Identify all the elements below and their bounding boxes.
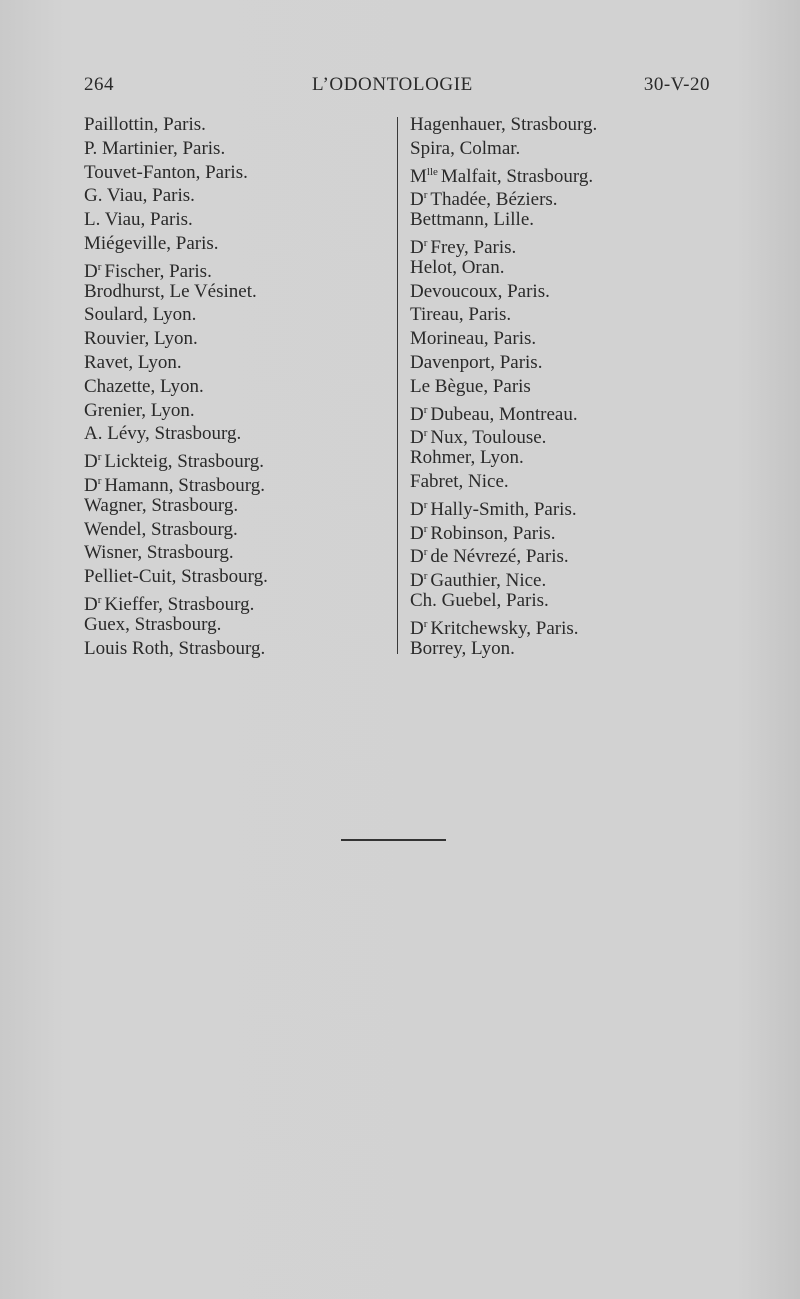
- title-superscript: r: [97, 593, 102, 606]
- list-item: [84, 637, 268, 661]
- member-name: Touvet-Fanton, Paris.: [84, 161, 248, 183]
- list-item: [84, 399, 268, 423]
- member-name: Bettmann, Lille.: [410, 209, 535, 231]
- title-prefix: D: [410, 522, 424, 544]
- title-superscript: r: [423, 427, 428, 440]
- list-item: [84, 494, 268, 518]
- title-superscript: r: [423, 403, 428, 416]
- member-name: Kieffer, Strasbourg.: [104, 593, 255, 615]
- member-name: A. Lévy, Strasbourg.: [84, 423, 242, 445]
- list-item: [410, 256, 597, 280]
- title-superscript: r: [423, 236, 428, 249]
- title-prefix: D: [410, 617, 424, 639]
- member-name: Spira, Colmar.: [410, 137, 521, 159]
- member-name: Soulard, Lyon.: [84, 304, 197, 326]
- list-item: [410, 399, 597, 423]
- list-item: [84, 470, 268, 494]
- member-name: P. Martinier, Paris.: [84, 137, 226, 159]
- list-item: [410, 137, 597, 161]
- list-item: [84, 327, 268, 351]
- title-prefix: D: [84, 260, 98, 282]
- list-item: [84, 113, 268, 137]
- member-name: Wendel, Strasbourg.: [84, 518, 238, 540]
- title-superscript: r: [423, 498, 428, 511]
- member-name: Davenport, Paris.: [410, 351, 543, 373]
- title-prefix: D: [410, 403, 424, 425]
- title-prefix: D: [410, 546, 424, 568]
- list-item: [84, 303, 268, 327]
- title-prefix: D: [410, 427, 424, 449]
- member-name: Louis Roth, Strasbourg.: [84, 637, 266, 659]
- list-item: [84, 280, 268, 304]
- member-name: Wagner, Strasbourg.: [84, 494, 239, 516]
- page-number: 264: [84, 74, 114, 95]
- member-name: Devoucoux, Paris.: [410, 280, 550, 302]
- member-name: Rohmer, Lyon.: [410, 447, 524, 469]
- title-prefix: D: [84, 593, 98, 615]
- member-name: Ch. Guebel, Paris.: [410, 589, 549, 611]
- list-item: [84, 446, 268, 473]
- list-item: [410, 613, 597, 637]
- title-prefix: M: [410, 165, 427, 187]
- column-divider: [397, 117, 398, 654]
- list-item: [410, 375, 597, 399]
- list-item: [410, 494, 597, 518]
- title-prefix: D: [410, 498, 424, 520]
- list-item: [84, 613, 268, 637]
- member-name: Tireau, Paris.: [410, 304, 512, 326]
- member-name: Frey, Paris.: [430, 236, 517, 258]
- title-superscript: r: [97, 474, 102, 487]
- member-name: Ravet, Lyon.: [84, 351, 182, 373]
- member-name: Morineau, Paris.: [410, 328, 537, 350]
- list-item: [84, 589, 268, 613]
- list-item: [410, 303, 597, 327]
- member-name: Grenier, Lyon.: [84, 399, 195, 421]
- list-item: [410, 637, 597, 661]
- member-name: Robinson, Paris.: [430, 522, 556, 544]
- list-item: [410, 470, 597, 494]
- list-item: [84, 256, 268, 280]
- title-superscript: r: [423, 522, 428, 535]
- list-item: [410, 280, 597, 304]
- list-item: [410, 327, 597, 351]
- member-name: Guex, Strasbourg.: [84, 613, 222, 635]
- member-name: Paillottin, Paris.: [84, 114, 206, 135]
- member-name: de Névrezé, Paris.: [430, 546, 569, 568]
- list-item: [410, 232, 597, 256]
- list-item: [84, 137, 268, 161]
- member-name: Miégeville, Paris.: [84, 232, 219, 254]
- title-prefix: D: [410, 570, 424, 592]
- title-prefix: D: [410, 189, 424, 211]
- title-superscript: lle: [426, 165, 438, 178]
- member-name: Brodhurst, Le Vésinet.: [84, 280, 257, 302]
- list-item: [84, 518, 268, 542]
- list-item: [84, 351, 268, 375]
- member-name: Pelliet-Cuit, Strasbourg.: [84, 566, 268, 588]
- list-item: [84, 375, 268, 399]
- list-item: [410, 351, 597, 375]
- title-superscript: r: [97, 260, 102, 273]
- list-item: [410, 208, 597, 232]
- title-prefix: D: [84, 451, 98, 473]
- title-superscript: r: [423, 617, 428, 630]
- member-name: Helot, Oran.: [410, 256, 505, 278]
- title-superscript: r: [423, 189, 428, 202]
- member-name: Fischer, Paris.: [104, 260, 212, 282]
- member-name: Nux, Toulouse.: [430, 427, 547, 449]
- member-name: Wisner, Strasbourg.: [84, 542, 234, 564]
- list-item: [410, 422, 597, 449]
- list-item: [410, 541, 597, 568]
- member-name: Fabret, Nice.: [410, 470, 509, 492]
- list-item: [410, 184, 597, 211]
- member-name: Rouvier, Lyon.: [84, 328, 198, 350]
- list-item: [84, 541, 268, 565]
- list-item: [410, 446, 597, 470]
- title-prefix: D: [84, 474, 98, 496]
- member-name: Hagenhauer, Strasbourg.: [410, 114, 598, 135]
- list-item: [84, 232, 268, 256]
- title-superscript: r: [97, 451, 102, 464]
- member-name: Kritchewsky, Paris.: [430, 617, 579, 639]
- member-name: Thadée, Béziers.: [430, 189, 558, 211]
- member-name: L. Viau, Paris.: [84, 209, 193, 231]
- right-name-column: [410, 113, 597, 660]
- list-item: [410, 565, 597, 592]
- member-name: Dubeau, Montreau.: [430, 403, 578, 425]
- member-name: Gauthier, Nice.: [430, 570, 547, 592]
- member-name: Malfait, Strasbourg.: [440, 165, 594, 187]
- list-item: [410, 161, 597, 185]
- title-superscript: r: [423, 570, 428, 583]
- left-name-column: [84, 113, 268, 660]
- member-name: Hamann, Strasbourg.: [104, 474, 266, 496]
- list-item: [84, 184, 268, 208]
- member-name: Chazette, Lyon.: [84, 375, 204, 397]
- member-name: Hally-Smith, Paris.: [430, 498, 577, 520]
- member-name: G. Viau, Paris.: [84, 185, 195, 207]
- journal-title: L’ODONTOLOGIE: [312, 74, 473, 95]
- member-name: Le Bègue, Paris: [410, 375, 531, 397]
- list-item: [84, 422, 268, 446]
- issue-date: 30-V-20: [643, 74, 710, 95]
- list-item: [410, 113, 597, 137]
- list-item: [84, 208, 268, 232]
- end-rule: [341, 839, 446, 841]
- member-name: Borrey, Lyon.: [410, 637, 515, 659]
- running-head: [84, 74, 710, 104]
- list-item: [410, 589, 597, 613]
- title-prefix: D: [410, 236, 424, 258]
- list-item: [410, 518, 597, 542]
- list-item: [84, 161, 268, 185]
- list-item: [84, 565, 268, 589]
- member-name: Lickteig, Strasbourg.: [104, 451, 264, 473]
- title-superscript: r: [423, 546, 428, 559]
